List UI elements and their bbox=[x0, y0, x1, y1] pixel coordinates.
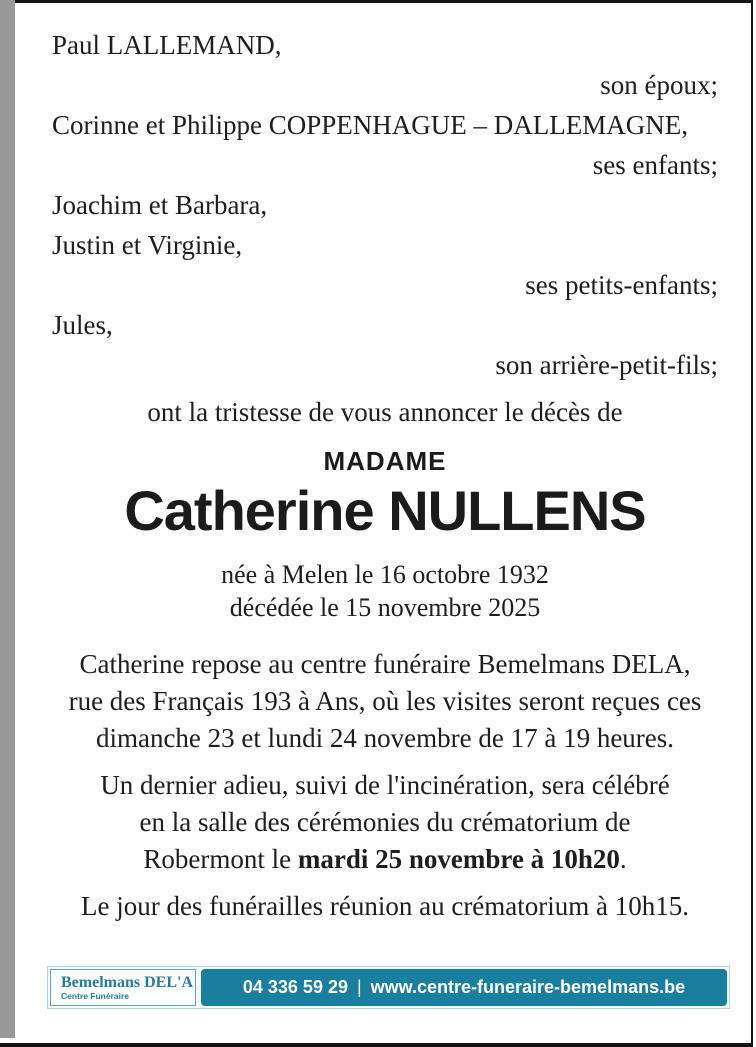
footer-banner bbox=[47, 966, 730, 1009]
ceremony-line-prefix: Robermont le bbox=[143, 844, 298, 874]
brand-subtitle: Centre Funéraire bbox=[61, 990, 130, 1001]
relation-label: ses petits-enfants; bbox=[525, 270, 718, 300]
visitation-paragraph bbox=[52, 646, 718, 757]
phone-number: 04 336 59 29 bbox=[242, 977, 348, 997]
contact-bar bbox=[201, 969, 727, 1006]
life-dates bbox=[52, 558, 718, 624]
brand-name: Bemelmans DEL'A bbox=[61, 973, 193, 991]
visitation-line: dimanche 23 et lundi 24 novembre de 17 à 19 heures. bbox=[95, 723, 675, 753]
relation-label: son arrière-petit-fils; bbox=[495, 350, 718, 380]
relative-line: Jules, bbox=[52, 310, 113, 340]
relation-label: son époux; bbox=[600, 70, 718, 100]
announcement-body bbox=[0, 25, 753, 925]
relative-line: Paul LALLEMAND, bbox=[52, 30, 282, 60]
ceremony-line-suffix: . bbox=[619, 844, 627, 874]
ceremony-paragraph bbox=[52, 767, 718, 878]
honorific-title: MADAME bbox=[323, 446, 447, 476]
death-line: décédée le 15 novembre 2025 bbox=[229, 593, 541, 622]
scan-edge-shadow bbox=[0, 0, 15, 1038]
separator: | bbox=[356, 977, 362, 997]
ceremony-line: Un dernier adieu, suivi de l'incinération, sera célébré bbox=[100, 770, 670, 800]
funeral-day-line: Le jour des funérailles réunion au crématorium à 10h15. bbox=[80, 891, 690, 921]
relation-label: ses enfants; bbox=[592, 150, 718, 180]
website-url: www.centre-funeraire-bemelmans.be bbox=[370, 977, 686, 997]
visitation-line: rue des Français 193 à Ans, où les visites seront reçues ces bbox=[68, 686, 702, 716]
ceremony-line: en la salle des cérémonies du crématorium de bbox=[139, 807, 631, 837]
relative-line: Joachim et Barbara, bbox=[52, 190, 268, 220]
birth-line: née à Melen le 16 octobre 1932 bbox=[221, 560, 549, 589]
ceremony-datetime: mardi 25 novembre à 10h20 bbox=[297, 844, 620, 874]
relative-line: Justin et Virginie, bbox=[52, 230, 243, 260]
relative-line: Corinne et Philippe COPPENHAGUE – DALLEMAGNE, bbox=[52, 110, 688, 140]
ceremony-line bbox=[52, 841, 718, 878]
announcement-intro: ont la tristesse de vous annoncer le décès de bbox=[147, 397, 623, 427]
visitation-line: Catherine repose au centre funéraire Bemelmans DELA, bbox=[79, 649, 691, 679]
funeral-home-logo bbox=[50, 969, 196, 1006]
deceased-name: Catherine NULLENS bbox=[124, 479, 646, 542]
